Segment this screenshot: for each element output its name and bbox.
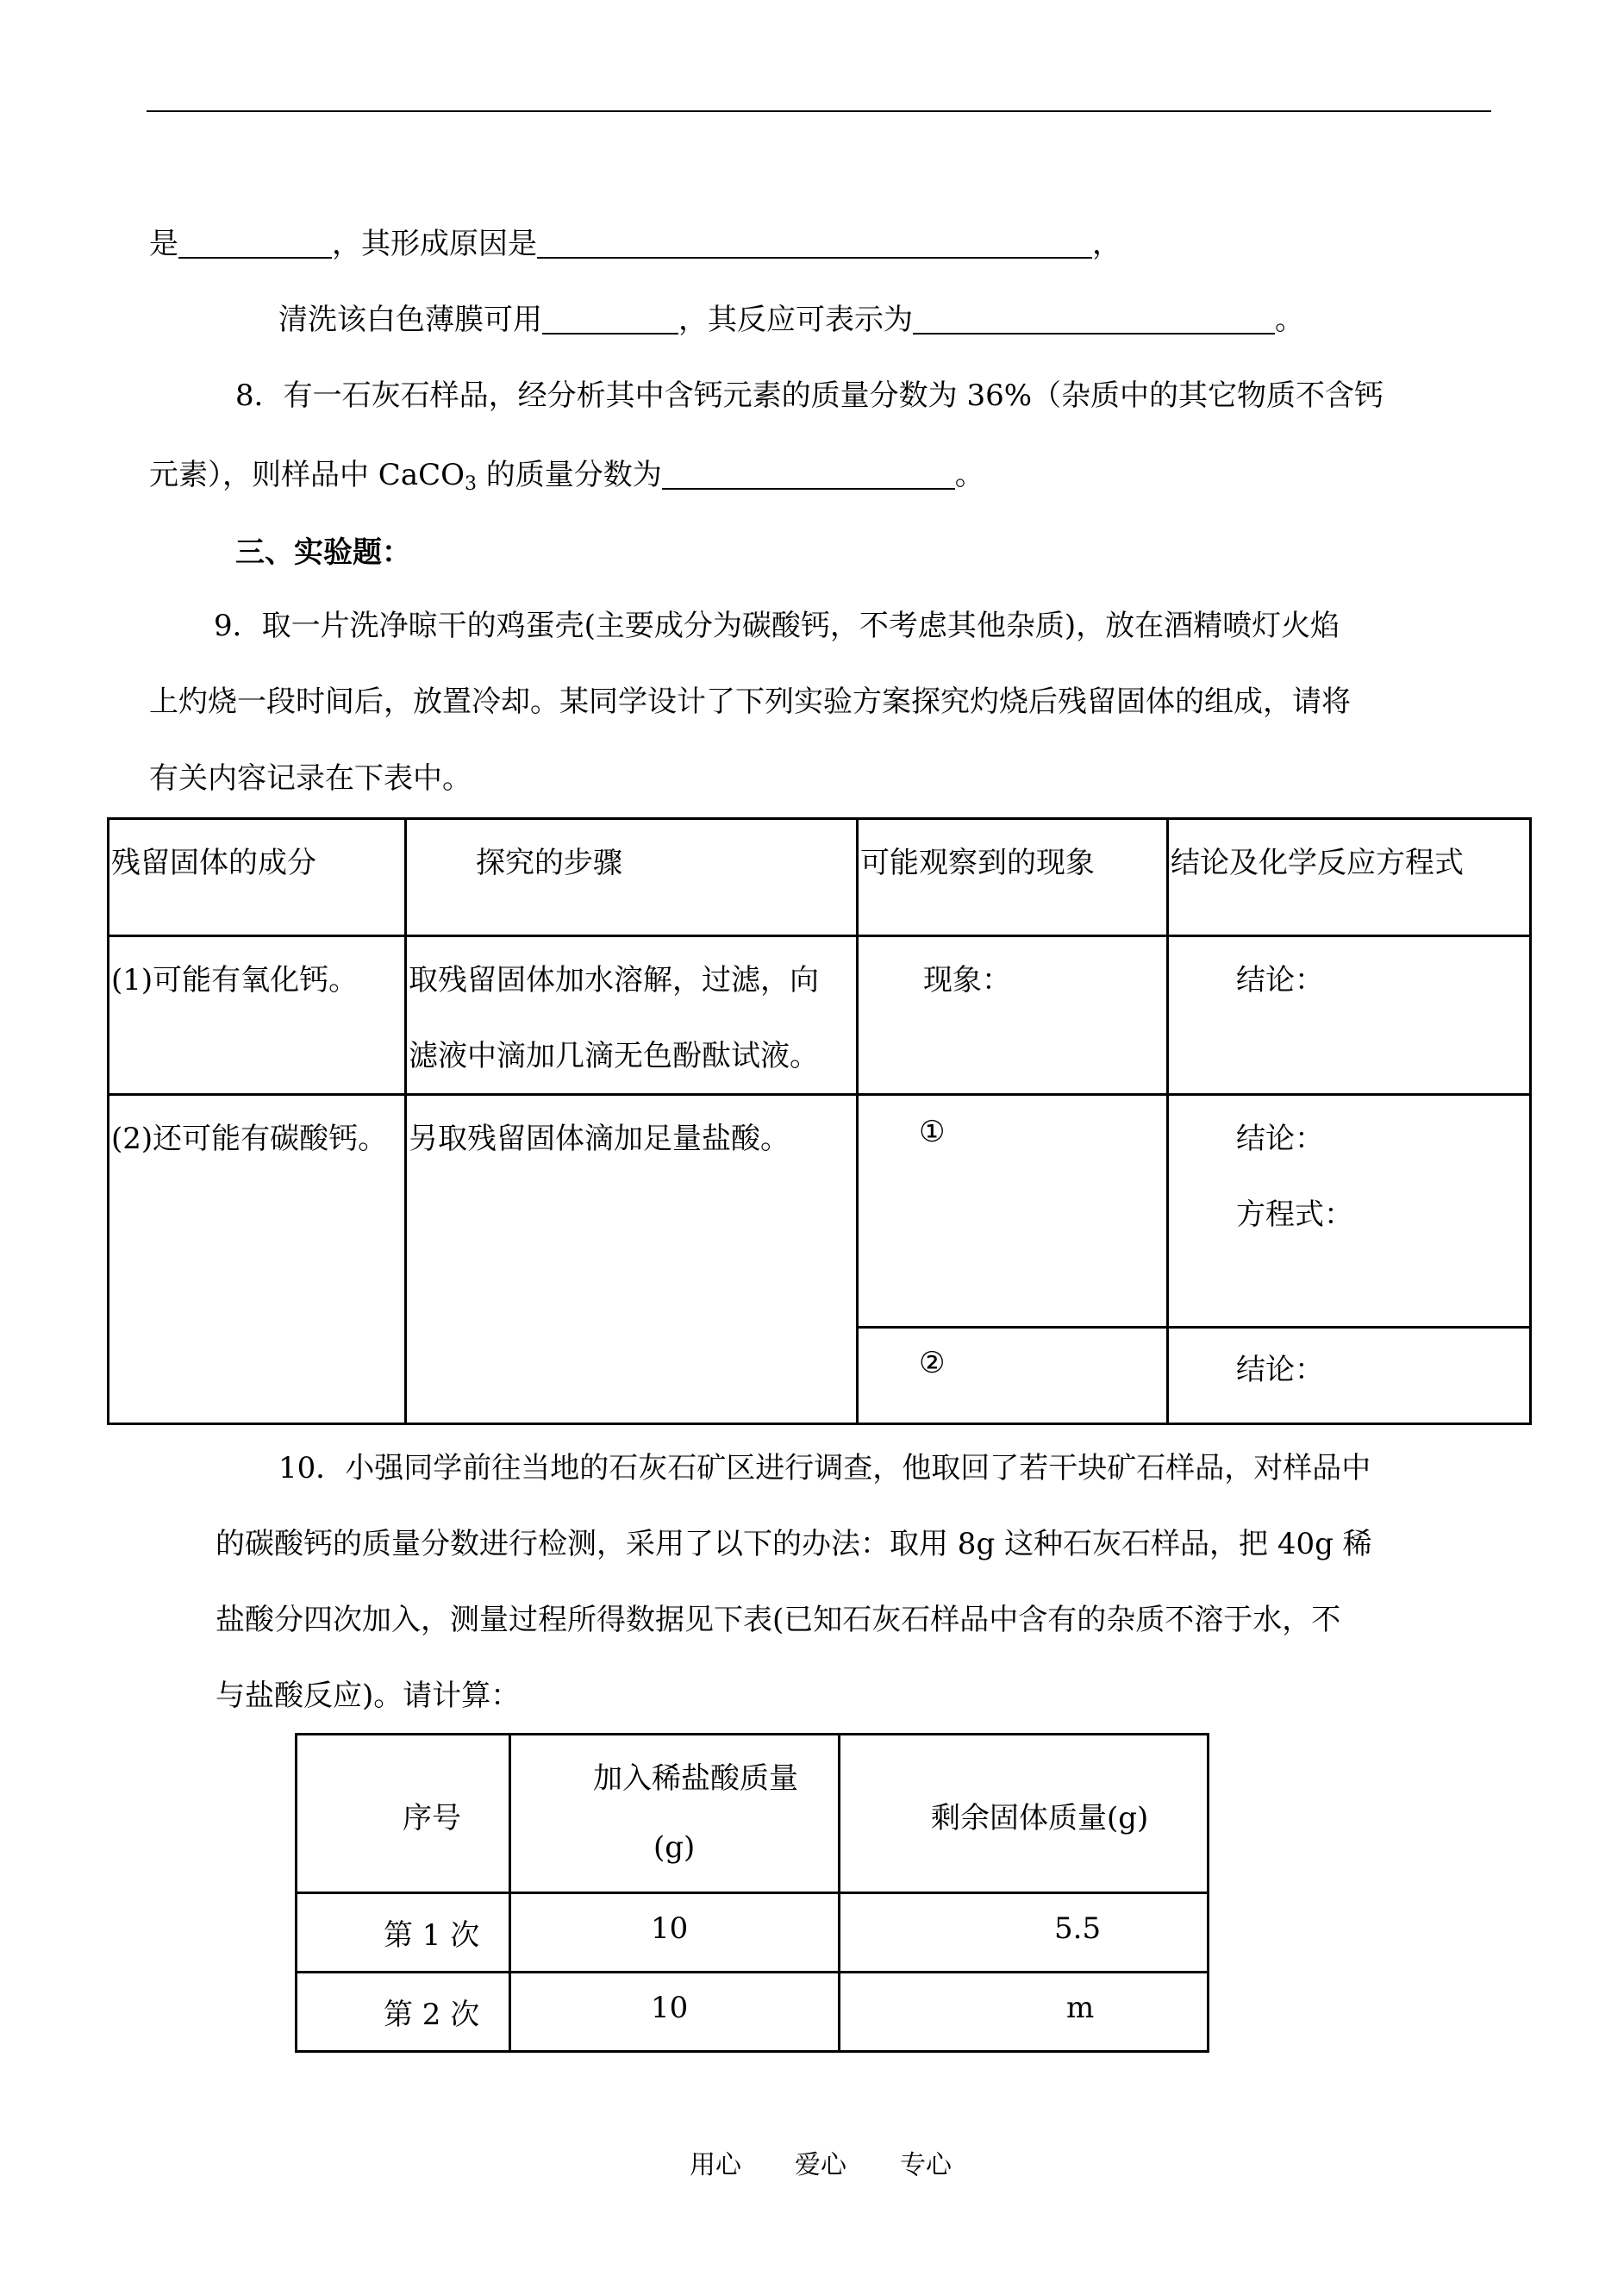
table-cell bbox=[510, 1893, 840, 1973]
q8-text-suffix: 的质量分数为 bbox=[476, 458, 662, 492]
header-cell bbox=[406, 819, 858, 936]
table-row bbox=[297, 1893, 1209, 1973]
component-cao: (1)可能有氧化钙。 bbox=[111, 963, 359, 997]
header-cell bbox=[840, 1735, 1209, 1893]
phenomenon-marker-1: ① bbox=[919, 1115, 946, 1149]
conclusion-label: 结论： bbox=[1236, 963, 1324, 997]
answer-blank[interactable] bbox=[662, 459, 955, 490]
q10-line1: 10．小强同学前往当地的石灰石矿区进行调查，他取回了若干块矿石样品，对样品中 bbox=[278, 1451, 1371, 1485]
table-cell bbox=[297, 1893, 510, 1973]
line2-end: 。 bbox=[1275, 303, 1304, 337]
answer-cell[interactable] bbox=[858, 936, 1168, 1095]
header-cell bbox=[1168, 819, 1531, 936]
table-cell bbox=[840, 1973, 1209, 2052]
phenomenon-label: 现象： bbox=[923, 963, 1011, 997]
conclusion-label: 结论： bbox=[1236, 1353, 1324, 1387]
experiment-table bbox=[107, 817, 1532, 1425]
answer-blank[interactable] bbox=[178, 228, 332, 259]
q10-line2: 的碳酸钙的质量分数进行检测，采用了以下的办法：取用 8g 这种石灰石样品，把 40g 稀 bbox=[215, 1527, 1372, 1561]
header-acid: 加入稀盐酸质量 bbox=[593, 1761, 798, 1796]
acid-mass: 10 bbox=[651, 1911, 689, 1946]
header-cell bbox=[297, 1735, 510, 1893]
header-acid-unit: (g) bbox=[653, 1830, 696, 1865]
q10-line3: 盐酸分四次加入，测量过程所得数据见下表(已知石灰石样品中含有的杂质不溶于水，不 bbox=[215, 1603, 1341, 1637]
section-heading: 三、实验题： bbox=[235, 535, 411, 570]
subscript: 3 bbox=[464, 473, 477, 495]
header-rule bbox=[147, 110, 1491, 112]
table-cell bbox=[109, 1095, 406, 1424]
footer-word: 专心 bbox=[900, 2150, 952, 2180]
answer-cell[interactable] bbox=[858, 1328, 1168, 1424]
fill-in-line-1 bbox=[149, 224, 1121, 264]
header-steps: 探究的步骤 bbox=[476, 846, 622, 880]
step-text: 另取残留固体滴加足量盐酸。 bbox=[409, 1122, 790, 1156]
table-row bbox=[297, 1973, 1209, 2052]
step-text: 取残留固体加水溶解，过滤，向 bbox=[409, 963, 819, 997]
q10-line4: 与盐酸反应)。请计算： bbox=[215, 1679, 521, 1713]
table-cell bbox=[297, 1973, 510, 2052]
acid-mass: 10 bbox=[651, 1991, 689, 2025]
answer-cell[interactable] bbox=[1168, 1095, 1531, 1328]
header-phenomenon: 可能观察到的现象 bbox=[860, 846, 1095, 880]
fill-in-line-2 bbox=[278, 300, 1304, 340]
phenomenon-marker-2: ② bbox=[919, 1346, 946, 1380]
footer-word: 用心 bbox=[690, 2150, 741, 2180]
header-solid: 剩余固体质量(g) bbox=[931, 1801, 1149, 1835]
answer-blank[interactable] bbox=[913, 303, 1275, 335]
q8-line1: 8．有一石灰石样品，经分析其中含钙元素的质量分数为 36%（杂质中的其它物质不含钙 bbox=[235, 378, 1384, 413]
q8-line2 bbox=[149, 455, 984, 495]
row-index: 第 2 次 bbox=[384, 1998, 480, 2032]
q9-line2: 上灼烧一段时间后，放置冷却。某同学设计了下列实验方案探究灼烧后残留固体的组成，请将 bbox=[149, 685, 1351, 719]
answer-cell[interactable] bbox=[1168, 936, 1531, 1095]
line1-sep: ，其形成原因是 bbox=[332, 227, 537, 261]
header-cell bbox=[858, 819, 1168, 936]
answer-blank[interactable] bbox=[537, 228, 1092, 259]
conclusion-label: 结论： bbox=[1236, 1122, 1324, 1156]
header-component: 残留固体的成分 bbox=[111, 846, 316, 880]
line1-end: ， bbox=[1092, 227, 1121, 261]
equation-label: 方程式： bbox=[1236, 1198, 1353, 1232]
table-cell bbox=[109, 936, 406, 1095]
header-cell bbox=[109, 819, 406, 936]
header-index: 序号 bbox=[403, 1801, 461, 1835]
line1-prefix: 是 bbox=[149, 227, 178, 261]
footer-motto bbox=[690, 2143, 952, 2181]
step-text: 滤液中滴加几滴无色酚酞试液。 bbox=[409, 1039, 819, 1073]
table-cell bbox=[406, 936, 858, 1095]
table-cell bbox=[406, 1095, 858, 1424]
answer-blank[interactable] bbox=[542, 303, 678, 335]
row-index: 第 1 次 bbox=[384, 1918, 480, 1953]
footer-word: 爱心 bbox=[795, 2150, 846, 2180]
line2-prefix: 清洗该白色薄膜可用 bbox=[278, 303, 542, 337]
answer-cell[interactable] bbox=[858, 1095, 1168, 1328]
component-caco3: (2)还可能有碳酸钙。 bbox=[111, 1122, 388, 1156]
header-conclusion: 结论及化学反应方程式 bbox=[1171, 846, 1464, 880]
data-table bbox=[295, 1733, 1209, 2053]
q8-text: 元素），则样品中 CaCO bbox=[149, 458, 465, 492]
q9-line3: 有关内容记录在下表中。 bbox=[149, 761, 472, 796]
answer-cell[interactable] bbox=[1168, 1328, 1531, 1424]
solid-mass: m bbox=[1066, 1991, 1095, 2025]
line2-mid: ，其反应可表示为 bbox=[678, 303, 913, 337]
solid-mass: 5.5 bbox=[1054, 1911, 1102, 1946]
q9-line1: 9．取一片洗净晾干的鸡蛋壳(主要成分为碳酸钙，不考虑其他杂质)，放在酒精喷灯火焰 bbox=[214, 609, 1340, 643]
table-cell bbox=[840, 1893, 1209, 1973]
header-cell bbox=[510, 1735, 840, 1893]
table-cell bbox=[510, 1973, 840, 2052]
q8-end: 。 bbox=[954, 458, 984, 492]
